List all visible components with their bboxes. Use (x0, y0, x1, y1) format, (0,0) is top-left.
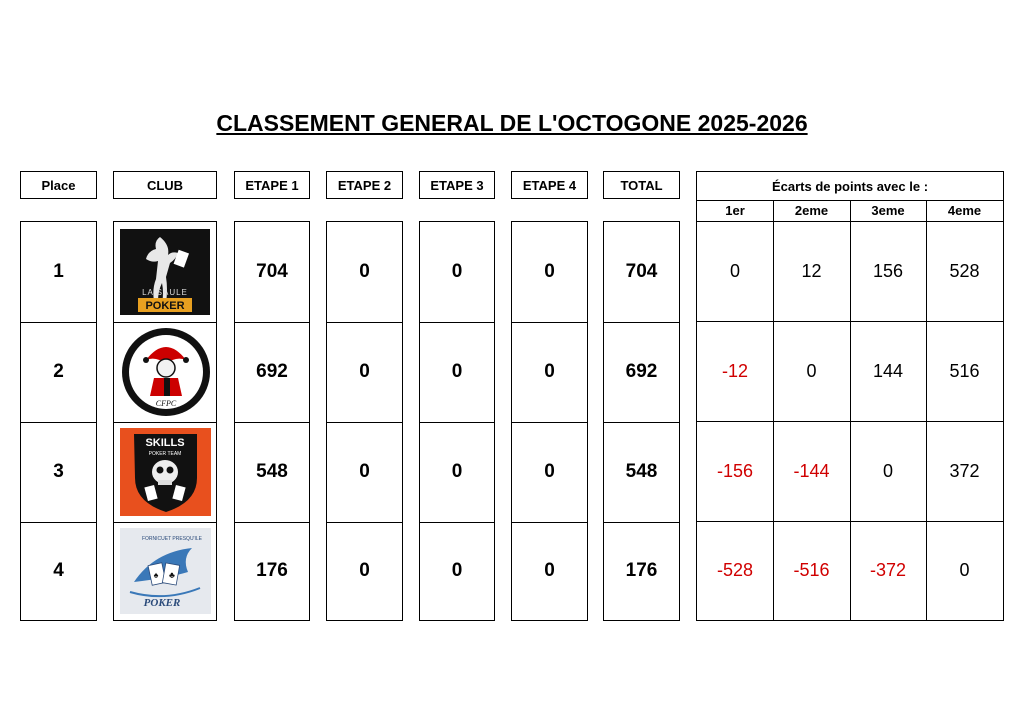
gap-r4-c1: -528 (716, 559, 754, 580)
etape1-row-3: 548 (256, 461, 288, 482)
etape1-row-1: 704 (256, 261, 288, 282)
place-2: 2 (53, 361, 64, 382)
header-etape1: ETAPE 1 (234, 171, 310, 199)
total-column (603, 221, 680, 621)
total-row-3: 548 (625, 461, 658, 482)
etape2-row-2: 0 (359, 361, 370, 382)
etape3-row-3: 0 (451, 461, 463, 482)
etape3-row-1: 0 (451, 261, 463, 282)
total-row-1: 704 (625, 261, 658, 282)
svg-text:POKER TEAM: POKER TEAM (148, 451, 182, 457)
svg-text:♣: ♣ (169, 570, 175, 580)
svg-text:FORNICUET PRESQU'ILE: FORNICUET PRESQU'ILE (141, 536, 203, 542)
place-4: 4 (53, 560, 64, 581)
total-row-4: 176 (625, 560, 658, 581)
la-saule-poker-logo (120, 229, 210, 315)
etape4-row-2: 0 (544, 361, 555, 382)
header-total: TOTAL (603, 171, 680, 199)
etape2-row-1: 0 (359, 261, 370, 282)
gap-r2-c3: 144 (872, 360, 904, 381)
gap-r3-c3: 0 (882, 460, 893, 481)
header-etape3: ETAPE 3 (419, 171, 495, 199)
header-club: CLUB (113, 171, 217, 199)
etape1-row-4: 176 (256, 560, 288, 581)
gap-r1-c1: 0 (729, 260, 740, 281)
etape4-column (511, 221, 588, 621)
cfpc-jester-logo (118, 326, 214, 418)
total-row-2: 692 (625, 361, 658, 382)
svg-text:POKER: POKER (143, 597, 181, 609)
etape1-row-2: 692 (256, 361, 288, 382)
gap-r3-c1: -156 (716, 460, 754, 481)
header-etape4: ETAPE 4 (511, 171, 588, 199)
gap-r3-c4: 372 (949, 460, 980, 481)
gap-header-4eme: 4eme (947, 203, 982, 218)
etape3-row-4: 0 (451, 560, 463, 581)
etape4-row-4: 0 (544, 560, 555, 581)
gap-r4-c4: 0 (959, 559, 970, 580)
gap-header-1er: 1er (725, 203, 745, 218)
page-title: CLASSEMENT GENERAL DE L'OCTOGONE 2025-2026 (216, 110, 808, 136)
etape2-row-3: 0 (359, 461, 370, 482)
gaps-table (696, 171, 1004, 621)
svg-text:LA SAULE: LA SAULE (142, 288, 188, 297)
gap-r1-c4: 528 (949, 260, 980, 281)
place-column (20, 221, 97, 621)
svg-text:SKILLS: SKILLS (145, 437, 185, 449)
skills-poker-team-logo (120, 428, 211, 516)
etape1-column (234, 221, 310, 621)
gap-header-3eme: 3eme (871, 203, 905, 218)
gap-r1-c2: 12 (801, 260, 822, 281)
gap-r4-c2: -516 (793, 559, 830, 580)
svg-text:♠: ♠ (153, 570, 159, 580)
etape3-column (419, 221, 495, 621)
gap-r2-c1: -12 (721, 360, 748, 381)
gap-r2-c2: 0 (806, 360, 817, 381)
gaps-title: Écarts de points avec le : (771, 178, 929, 194)
etape4-row-1: 0 (544, 261, 555, 282)
place-3: 3 (53, 461, 64, 482)
etape2-column (326, 221, 403, 621)
etape4-row-3: 0 (544, 461, 555, 482)
header-etape2: ETAPE 2 (326, 171, 403, 199)
gap-r1-c3: 156 (872, 260, 904, 281)
place-1: 1 (53, 261, 64, 282)
club-column (113, 221, 217, 621)
gap-header-2eme: 2eme (794, 203, 829, 218)
gap-r4-c3: -372 (869, 559, 907, 580)
gap-r3-c2: -144 (793, 460, 830, 481)
header-place: Place (20, 171, 97, 199)
etape2-row-4: 0 (359, 560, 370, 581)
fornicuet-presquile-poker-logo (120, 528, 211, 614)
svg-text:CFPC: CFPC (155, 399, 177, 408)
svg-text:POKER: POKER (145, 300, 185, 312)
etape3-row-2: 0 (451, 361, 463, 382)
gap-r2-c4: 516 (949, 360, 980, 381)
